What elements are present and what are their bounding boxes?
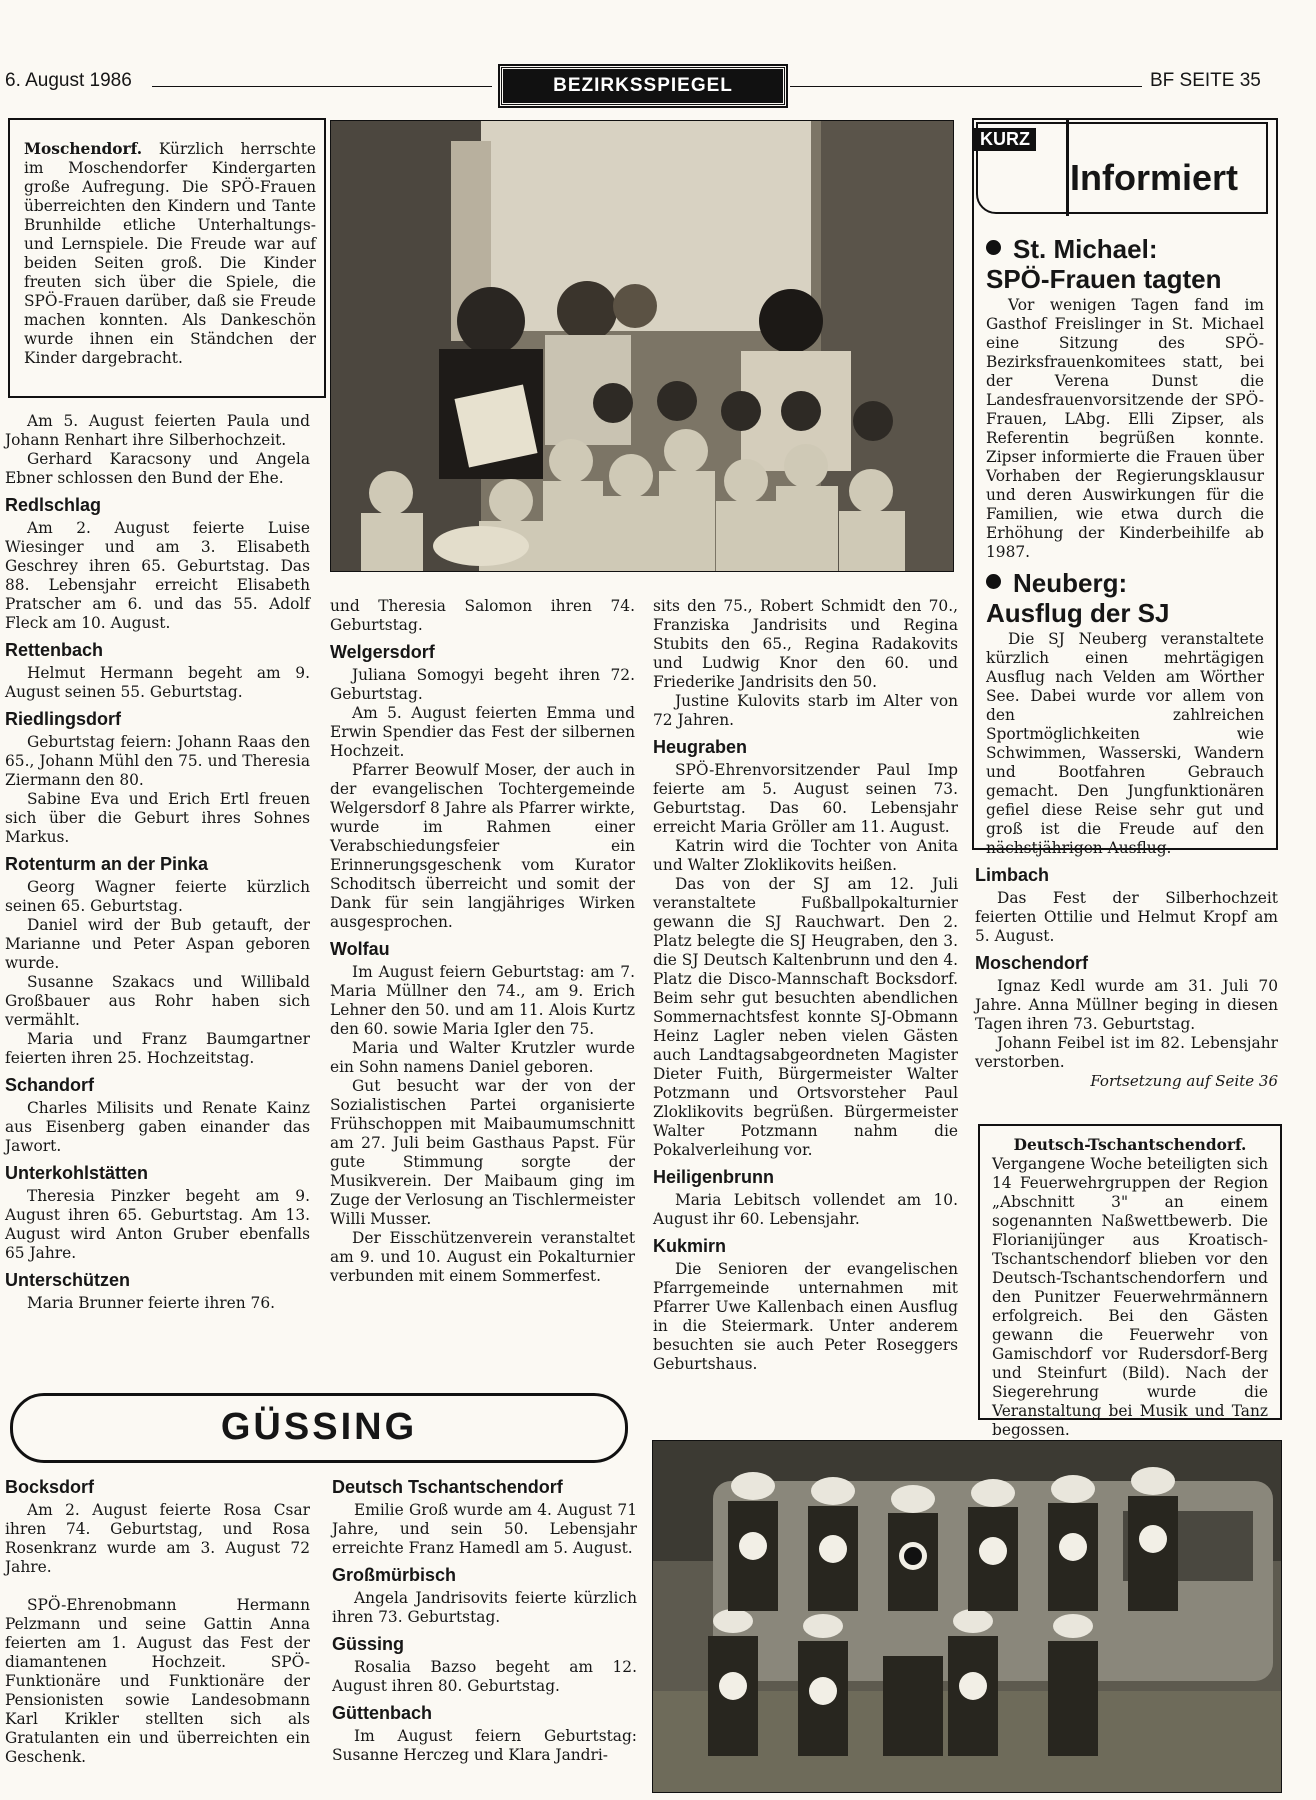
paragraph: Gut besucht war der von der Sozialistischen Partei organisierte Frühschoppen mit Maibaumumschnitt am 27. Juli beim Gasthaus Papst. Für gute Stimmung sorgte der Musikverein. Der Maibaum ging im Zuge der Verlosung an Tischlermeister Willi Musser. — [330, 1077, 635, 1228]
informiert-label: Informiert — [1070, 157, 1239, 198]
news-headline — [986, 568, 1264, 628]
subhead-deutsch-tschantschendorf: Deutsch Tschantschendorf — [332, 1477, 563, 1497]
subhead-rotenturm: Rotenturm an der Pinka — [5, 854, 209, 874]
column-4 — [975, 866, 1278, 1091]
moschendorf-story-box — [8, 118, 326, 398]
paragraph: Der Eisschützenverein veranstaltet am 9. und 10. August ein Pokalturnier verbunden mit einem Sommerfest. — [330, 1229, 635, 1285]
paragraph: Am 2. August feierte Luise Wiesinger und am 3. Elisabeth Geschrey ihren 65. Geburtstag. Das 88. Lebensjahr erreicht Elisabeth Pratscher am 6. und das 55. Adolf Fleck am 10. August. — [5, 519, 310, 632]
subhead-wolfau: Wolfau — [330, 939, 390, 959]
kurz-label: KURZ — [974, 128, 1036, 151]
paragraph: Am 5. August feierten Paula und Johann Renhart ihre Silberhochzeit. — [5, 412, 310, 449]
paragraph: Helmut Hermann begeht am 9. August seinen 55. Geburtstag. — [5, 664, 310, 701]
paragraph: Charles Milisits und Renate Kainz aus Eisenberg gaben einander das Jawort. — [5, 1099, 310, 1155]
headline-line: St. Michael: — [1013, 234, 1158, 264]
paragraph: Maria und Franz Baumgartner feierten ihren 25. Hochzeitstag. — [5, 1030, 310, 1067]
section-title: BEZIRKSSPIEGEL — [500, 66, 786, 106]
bullet-icon — [986, 240, 1001, 255]
story-place: Moschendorf. — [24, 140, 143, 158]
paragraph: SPÖ-Ehrenvorsitzender Paul Imp feierte am 5. August seinen 73. Geburtstag. Das 60. Lebensjahr erreicht Maria Gröller am 11. August. — [653, 761, 958, 836]
paragraph: Am 5. August feierten Emma und Erwin Spendier das Fest der silbernen Hochzeit. — [330, 704, 635, 760]
subhead-bocksdorf: Bocksdorf — [5, 1477, 95, 1497]
paragraph: Im August feiern Geburtstag: am 7. Maria Müllner den 74., am 9. Erich Lehner den 50. und am 11. Alois Kurtz den 60. sowie Maria Igler den 75. — [330, 963, 635, 1038]
news-headline — [986, 234, 1264, 294]
paragraph: Susanne Szakacs und Willibald Großbauer aus Rohr haben sich vermählt. — [5, 973, 310, 1029]
continuation-note: Fortsetzung auf Seite 36 — [1090, 1072, 1278, 1090]
paragraph: Pfarrer Beowulf Moser, der auch in der evangelischen Tochtergemeinde Welgersdorf 8 Jahre als Pfarrer wirkte, wurde im Rahmen einer Verabschiedungsfeier ein Erinnerungsgeschenk vom Kurator Schoditsch überreicht und somit der Dank für sein langjähriges Wirken ausgesprochen. — [330, 761, 635, 931]
paragraph: Juliana Somogyi begeht ihren 72. Geburtstag. — [330, 666, 635, 703]
paragraph: Emilie Groß wurde am 4. August 71 Jahre, und sein 50. Lebensjahr erreichte Franz Hamedl am 5. August. — [332, 1501, 637, 1557]
subhead-unterkohlstaetten: Unterkohlstätten — [5, 1163, 149, 1183]
paragraph: SPÖ-Ehrenobmann Hermann Pelzmann und seine Gattin Anna feierten am 1. August das Fest der diamantenen Hochzeit. SPÖ-Funktionäre und Funktionäre der Pensionisten sowie Landesobmann Karl Krikler stellten sich als Gratulanten ein und überreichten ein Geschenk. — [5, 1596, 310, 1766]
subhead-grossmuerbisch: Großmürbisch — [332, 1565, 457, 1585]
header-rule-right — [790, 86, 1142, 87]
paragraph: Johann Feibel ist im 82. Lebensjahr verstorben. — [975, 1034, 1278, 1071]
kindergarten-photo — [330, 120, 954, 572]
feuerwehr-photo — [652, 1440, 1282, 1793]
feuerwehr-story-box — [978, 1124, 1282, 1439]
headline-line: SPÖ-Frauen tagten — [986, 264, 1222, 294]
paragraph: Maria und Walter Krutzler wurde ein Sohn namens Daniel geboren. — [330, 1039, 635, 1076]
paragraph: Daniel wird der Bub getauft, der Marianne und Peter Aspan geboren wurde. — [5, 916, 310, 972]
column-2 — [330, 597, 635, 1286]
subhead-limbach: Limbach — [975, 865, 1050, 885]
paragraph: Geburtstag feiern: Johann Raas den 65., Johann Mühl den 75. und Theresia Ziermann den 80. — [5, 733, 310, 789]
guessing-column-2 — [332, 1478, 637, 1765]
kurz-informiert-box — [972, 118, 1278, 857]
news-text: Vor wenigen Tagen fand im Gasthof Freislinger in St. Michael eine Sitzung des SPÖ-Bezirksfrauenkomitees statt, bei der Verena Dunst die Landesfrauenvorsitzende der SPÖ-Frauen, LAbg. Elli Zipser, als Referentin begrüßen konnte. Zipser informierte die Frauen über Vorhaben der Regierungsklausur und deren Auswirkungen für die Familien, wie etwa durch die Erhöhung der Kinderbeihilfe ab 1987. — [986, 296, 1264, 561]
page-number: BF SEITE 35 — [1150, 70, 1261, 91]
subhead-schandorf: Schandorf — [5, 1075, 95, 1095]
kurz-informiert-title — [974, 120, 1274, 220]
paragraph: sits den 75., Robert Schmidt den 70., Franziska Jandrisits und Regina Stubits den 65., Regina Radakovits und Ludwig Knor den 60. und Friederike Jandrisits den 50. — [653, 597, 958, 691]
paragraph: Die Senioren der evangelischen Pfarrgemeinde unternahmen mit Pfarrer Uwe Kallenbach einen Ausflug in die Steiermark. Unter anderem besuchten sie auch Peter Roseggers Geburtshaus. — [653, 1260, 958, 1373]
paragraph: Katrin wird die Tochter von Anita und Walter Zloklikovits heißen. — [653, 837, 958, 874]
paragraph: Sabine Eva und Erich Ertl freuen sich über die Geburt ihres Sohnes Markus. — [5, 790, 310, 846]
paragraph: Das Fest der Silberhochzeit feierten Ottilie und Helmut Kropf am 5. August. — [975, 889, 1278, 945]
paragraph: Maria Lebitsch vollendet am 10. August ihr 60. Lebensjahr. — [653, 1191, 958, 1228]
paragraph: Justine Kulovits starb im Alter von 72 Jahren. — [653, 692, 958, 729]
paragraph: Theresia Pinzker begeht am 9. August ihren 65. Geburtstag. Am 13. August wird Anton Gruber ebenfalls 65 Jahre. — [5, 1187, 310, 1262]
subhead-guessing: Güssing — [332, 1634, 405, 1654]
subhead-rettenbach: Rettenbach — [5, 640, 104, 660]
subhead-heiligenbrunn: Heiligenbrunn — [653, 1167, 774, 1187]
subhead-heugraben: Heugraben — [653, 737, 748, 757]
banner-label: GÜSSING — [220, 1406, 418, 1448]
column-1 — [5, 412, 310, 1313]
story-place: Deutsch-Tschantschendorf. — [1013, 1136, 1247, 1154]
paragraph: Georg Wagner feierte kürzlich seinen 65. Geburtstag. — [5, 878, 310, 915]
guessing-banner — [10, 1393, 628, 1463]
subhead-riedlingsdorf: Riedlingsdorf — [5, 709, 121, 729]
subhead-guettenbach: Güttenbach — [332, 1703, 433, 1723]
subhead-redlschlag: Redlschlag — [5, 495, 102, 515]
subhead-moschendorf: Moschendorf — [975, 953, 1089, 973]
headline-line: Neuberg: — [1013, 568, 1128, 598]
story-text: Vergangene Woche beteiligten sich 14 Feuerwehrgruppen der Region „Abschnitt 3" an einem sogenannten Naßwettbewerb. Die Florianijünger aus Kroatisch-Tschantschendorf blieben vor den Deutsch-Tschantschendorfern und den Punitzer Feuerwehrmännern erfolgreich. Bei den Gästen gewann die Feuerwehr von Gamischdorf vor Rudersdorf-Berg und Steinfurt (Bild). Nach der Siegerehrung wurde die Veranstaltung bei Musik und Tanz begossen. — [992, 1155, 1268, 1439]
paragraph: Angela Jandrisovits feierte kürzlich ihren 73. Geburtstag. — [332, 1589, 637, 1626]
paragraph: Rosalia Bazso begeht am 12. August ihren 80. Geburtstag. — [332, 1658, 637, 1695]
headline-line: Ausflug der SJ — [986, 598, 1170, 628]
guessing-column-1 — [5, 1478, 310, 1767]
subhead-welgersdorf: Welgersdorf — [330, 642, 435, 662]
column-3 — [653, 597, 958, 1374]
issue-date: 6. August 1986 — [5, 70, 132, 91]
story-text: Kürzlich herrschte im Moschendorfer Kindergarten große Aufregung. Die SPÖ-Frauen überreichten den Kindern und Tante Brunhilde etliche Unterhaltungs- und Lernspiele. Die Freude war auf beiden Seiten groß. Die Kinder freuten sich über die Spiele, die SPÖ-Frauen darüber, daß sie Freude machen konnten. Als Dankeschön wurde ihnen ein Ständchen der Kinder dargebracht. — [24, 140, 316, 367]
paragraph: Gerhard Karacsony und Angela Ebner schlossen den Bund der Ehe. — [5, 450, 310, 487]
paragraph: Im August feiern Geburtstag: Susanne Herczeg und Klara Jandri- — [332, 1727, 637, 1764]
paragraph: Das von der SJ am 12. Juli veranstaltete Fußballpokalturnier gewann die SJ Rauchwart. Den 2. Platz belegte die SJ Heugraben, den 3. die SJ Deutsch Kaltenbrunn und den 4. Platz die Disco-Mannschaft Bocksdorf. Beim sehr gut besuchten abendlichen Sommernachtsfest konnte SJ-Obmann Heinz Lagler neben vielen Gästen auch Landtagsabgeordneten Magister Dieter Fuith, Bürgermeister Walter Potzmann und Ortsvorsteher Paul Zloklikovits begrüßen. Bürgermeister Walter Potzmann nahm die Pokalverleihung vor. — [653, 875, 958, 1159]
paragraph: Maria Brunner feierte ihren 76. — [27, 1294, 276, 1312]
news-text: Die SJ Neuberg veranstaltete kürzlich einen mehrtägigen Ausflug nach Velden am Wörther See. Dabei wurde vor allem von den zahlreichen Sportmöglichkeiten wie Schwimmen, Wasserski, Wandern und Bootfahren Gebrauch gemacht. Den Jungfunktionären gefiel diese Reise sehr gut und groß ist die Freude auf den nächstjährigen Ausflug. — [986, 630, 1264, 857]
paragraph: und Theresia Salomon ihren 74. Geburtstag. — [330, 597, 635, 634]
kindergarten-photo-art — [331, 121, 954, 572]
feuerwehr-photo-art — [653, 1441, 1282, 1793]
title-divider — [1066, 120, 1069, 216]
subhead-unterschuetzen: Unterschützen — [5, 1270, 131, 1290]
subhead-kukmirn: Kukmirn — [653, 1236, 727, 1256]
paragraph: Am 2. August feierte Rosa Csar ihren 74. Geburtstag, und Rosa Rosenkranz wurde am 3. August 72 Jahre. — [5, 1501, 310, 1576]
header-rule-left — [152, 86, 492, 87]
bullet-icon — [986, 574, 1001, 589]
paragraph: Ignaz Kedl wurde am 31. Juli 70 Jahre. Anna Müllner beging in diesen Tagen ihren 73. Geburtstag. — [975, 977, 1278, 1033]
